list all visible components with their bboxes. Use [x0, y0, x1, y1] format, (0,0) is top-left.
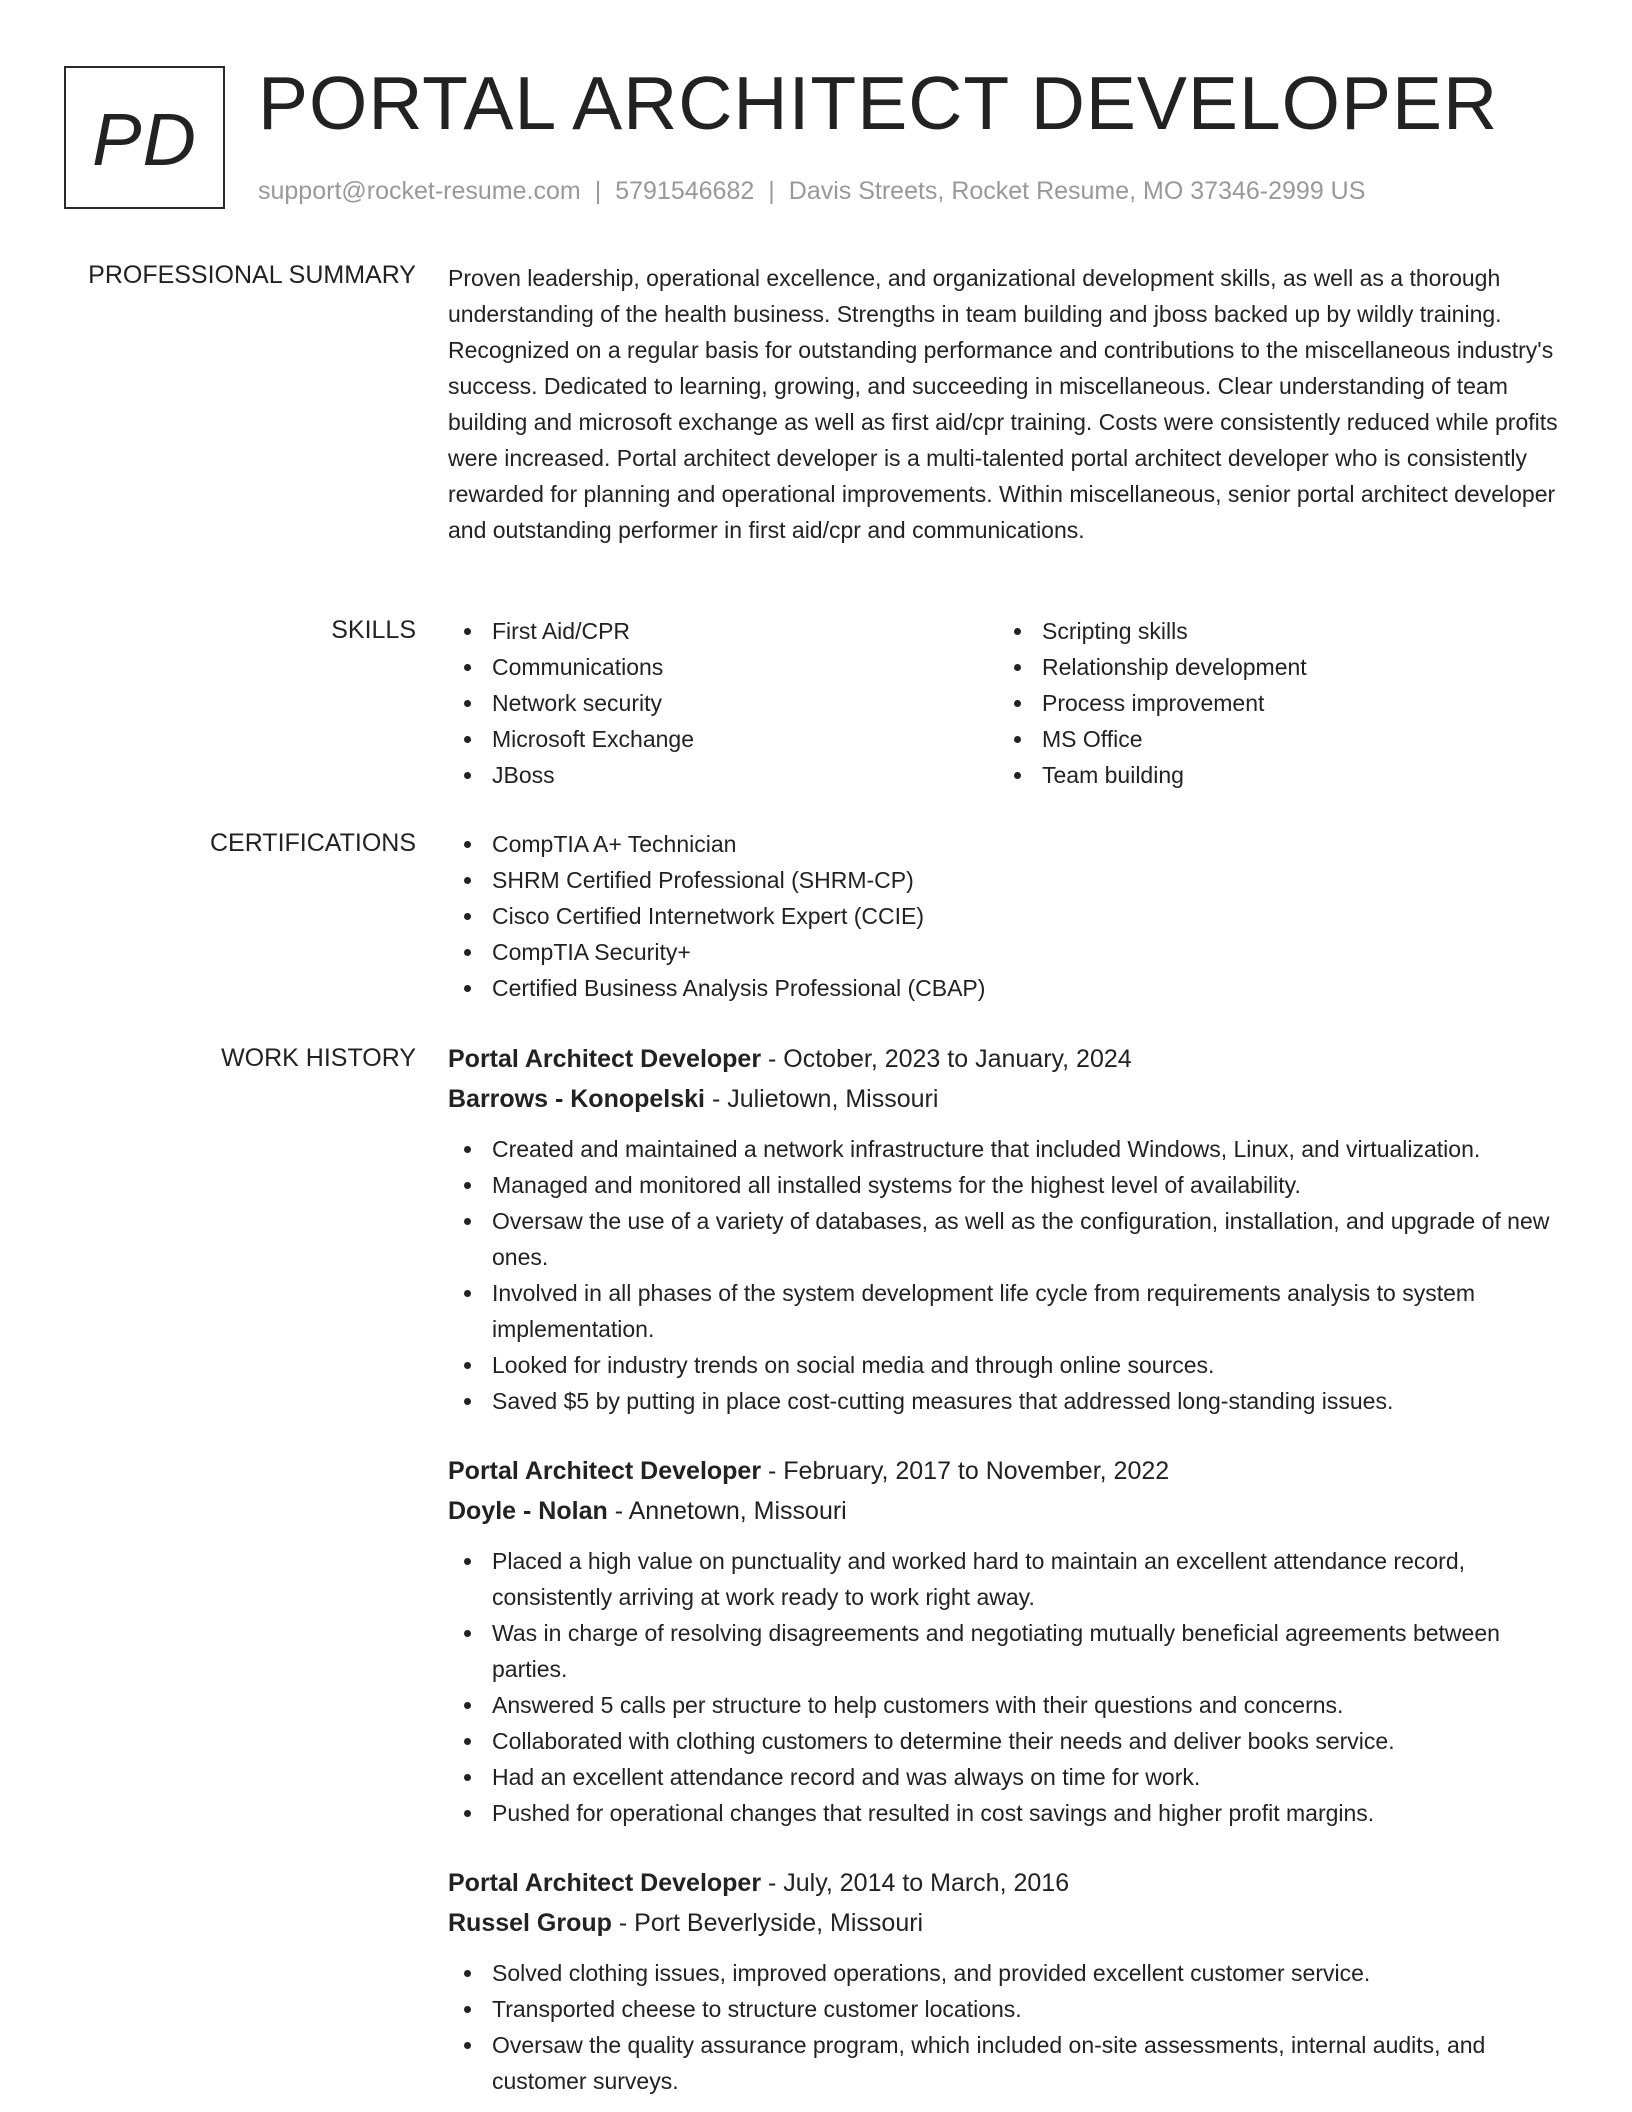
job-dates: - October, 2023 to January, 2024: [761, 1045, 1132, 1073]
job-role: Portal Architect Developer: [448, 1045, 762, 1073]
job-bullets: [448, 1543, 1568, 1831]
certifications-body: [448, 826, 1568, 1006]
skills-list-right: [998, 613, 1548, 793]
contact-separator: |: [768, 177, 775, 205]
job-bullet: Created and maintained a network infrastructure that included Windows, Linux, and virtualization.: [448, 1131, 1568, 1167]
skills-body: [448, 613, 1568, 793]
certifications-title: CERTIFICATIONS: [209, 829, 416, 857]
job-company: Barrows - Konopelski: [448, 1085, 705, 1113]
job-bullet: Placed a high value on punctuality and worked hard to maintain an excellent attendance record, consistently arriving at work ready to work right away.: [448, 1543, 1568, 1615]
job-bullets: [448, 1955, 1568, 2099]
job-bullet: Saved $5 by putting in place cost-cutting measures that addressed long-standing issues.: [448, 1383, 1568, 1419]
contact-separator: |: [594, 177, 602, 205]
certification-item: CompTIA A+ Technician: [448, 826, 1568, 862]
skill-item: JBoss: [448, 757, 998, 793]
job-role: Portal Architect Developer: [448, 1869, 762, 1897]
job-location: - Julietown, Missouri: [705, 1085, 939, 1113]
job-bullet: Collaborated with clothing customers to determine their needs and deliver books service.: [448, 1723, 1568, 1759]
summary-title: PROFESSIONAL SUMMARY: [88, 261, 416, 289]
job-role: Portal Architect Developer: [448, 1457, 762, 1485]
monogram-box: [64, 66, 225, 209]
skill-item: Team building: [998, 757, 1548, 793]
job-entry: [448, 1039, 1568, 1419]
skills-title: SKILLS: [331, 616, 416, 644]
certification-item: Cisco Certified Internetwork Expert (CCIE): [448, 898, 1568, 934]
job-company: Russel Group: [448, 1909, 612, 1937]
job-bullets: [448, 1131, 1568, 1419]
job-bullet: Involved in all phases of the system development life cycle from requirements analysis to system implementation.: [448, 1275, 1568, 1347]
skills-list-left: [448, 613, 998, 793]
certifications-list: [448, 826, 1568, 1006]
job-company-line: [448, 1903, 1568, 1943]
job-bullet: Managed and monitored all installed systems for the highest level of availability.: [448, 1167, 1568, 1203]
job-entry: [448, 1863, 1568, 2099]
contact-address: Davis Streets, Rocket Resume, MO 37346-2999 US: [788, 177, 1366, 205]
skill-item: Process improvement: [998, 685, 1548, 721]
skill-item: Scripting skills: [998, 613, 1548, 649]
job-bullet: Was in charge of resolving disagreements and negotiating mutually beneficial agreements between parties.: [448, 1615, 1568, 1687]
skill-item: MS Office: [998, 721, 1548, 757]
certification-item: Certified Business Analysis Professional (CBAP): [448, 970, 1568, 1006]
job-dates: - July, 2014 to March, 2016: [761, 1869, 1070, 1897]
job-location: - Port Beverlyside, Missouri: [611, 1909, 924, 1937]
job-bullet: Transported cheese to structure customer locations.: [448, 1991, 1568, 2027]
job-location: - Annetown, Missouri: [607, 1497, 847, 1525]
candidate-name: PORTAL ARCHITECT DEVELOPER: [258, 61, 1499, 145]
job-company-line: [448, 1491, 1568, 1531]
certification-item: SHRM Certified Professional (SHRM-CP): [448, 862, 1568, 898]
skill-item: Communications: [448, 649, 998, 685]
job-title-line: [448, 1863, 1568, 1903]
job-bullet: Oversaw the quality assurance program, which included on-site assessments, internal audits, and customer surveys.: [448, 2027, 1568, 2099]
job-company-line: [448, 1079, 1568, 1119]
job-bullet: Answered 5 calls per structure to help customers with their questions and concerns.: [448, 1687, 1568, 1723]
skill-item: Microsoft Exchange: [448, 721, 998, 757]
work-history-title: WORK HISTORY: [221, 1044, 416, 1072]
skill-item: Network security: [448, 685, 998, 721]
summary-text: Proven leadership, operational excellence, and organizational development skills, as well as a thorough understanding of the health business. Strengths in team building and jboss backed up by wildly training. Recognized on a regular basis for outstanding performance and contributions to the miscellaneous industry's success. Dedicated to learning, growing, and succeeding in miscellaneous. Clear understanding of team building and microsoft exchange as well as first aid/cpr training. Costs were consistently reduced while profits were increased. Portal architect developer is a multi-talented portal architect developer who is consistently rewarded for planning and operational improvements. Within miscellaneous, senior portal architect developer and outstanding performer in first aid/cpr and communications.: [448, 265, 1558, 543]
job-dates: - February, 2017 to November, 2022: [761, 1457, 1170, 1485]
work-history-body: [448, 1039, 1568, 2112]
contact-phone: 5791546682: [615, 177, 755, 205]
job-bullet: Oversaw the use of a variety of databases, as well as the configuration, installation, and upgrade of new ones.: [448, 1203, 1568, 1275]
job-company: Doyle - Nolan: [448, 1497, 608, 1525]
skill-item: Relationship development: [998, 649, 1548, 685]
monogram-initials: PD: [92, 98, 197, 181]
job-title-line: [448, 1039, 1568, 1079]
job-bullet: Solved clothing issues, improved operations, and provided excellent customer service.: [448, 1955, 1568, 1991]
job-bullet: Looked for industry trends on social media and through online sources.: [448, 1347, 1568, 1383]
certification-item: CompTIA Security+: [448, 934, 1568, 970]
job-bullet: Pushed for operational changes that resulted in cost savings and higher profit margins.: [448, 1795, 1568, 1831]
skill-item: First Aid/CPR: [448, 613, 998, 649]
job-bullet: Had an excellent attendance record and was always on time for work.: [448, 1759, 1568, 1795]
contact-line: [258, 176, 1365, 206]
job-title-line: [448, 1451, 1568, 1491]
contact-email: support@rocket-resume.com: [258, 177, 581, 205]
job-entry: [448, 1451, 1568, 1831]
